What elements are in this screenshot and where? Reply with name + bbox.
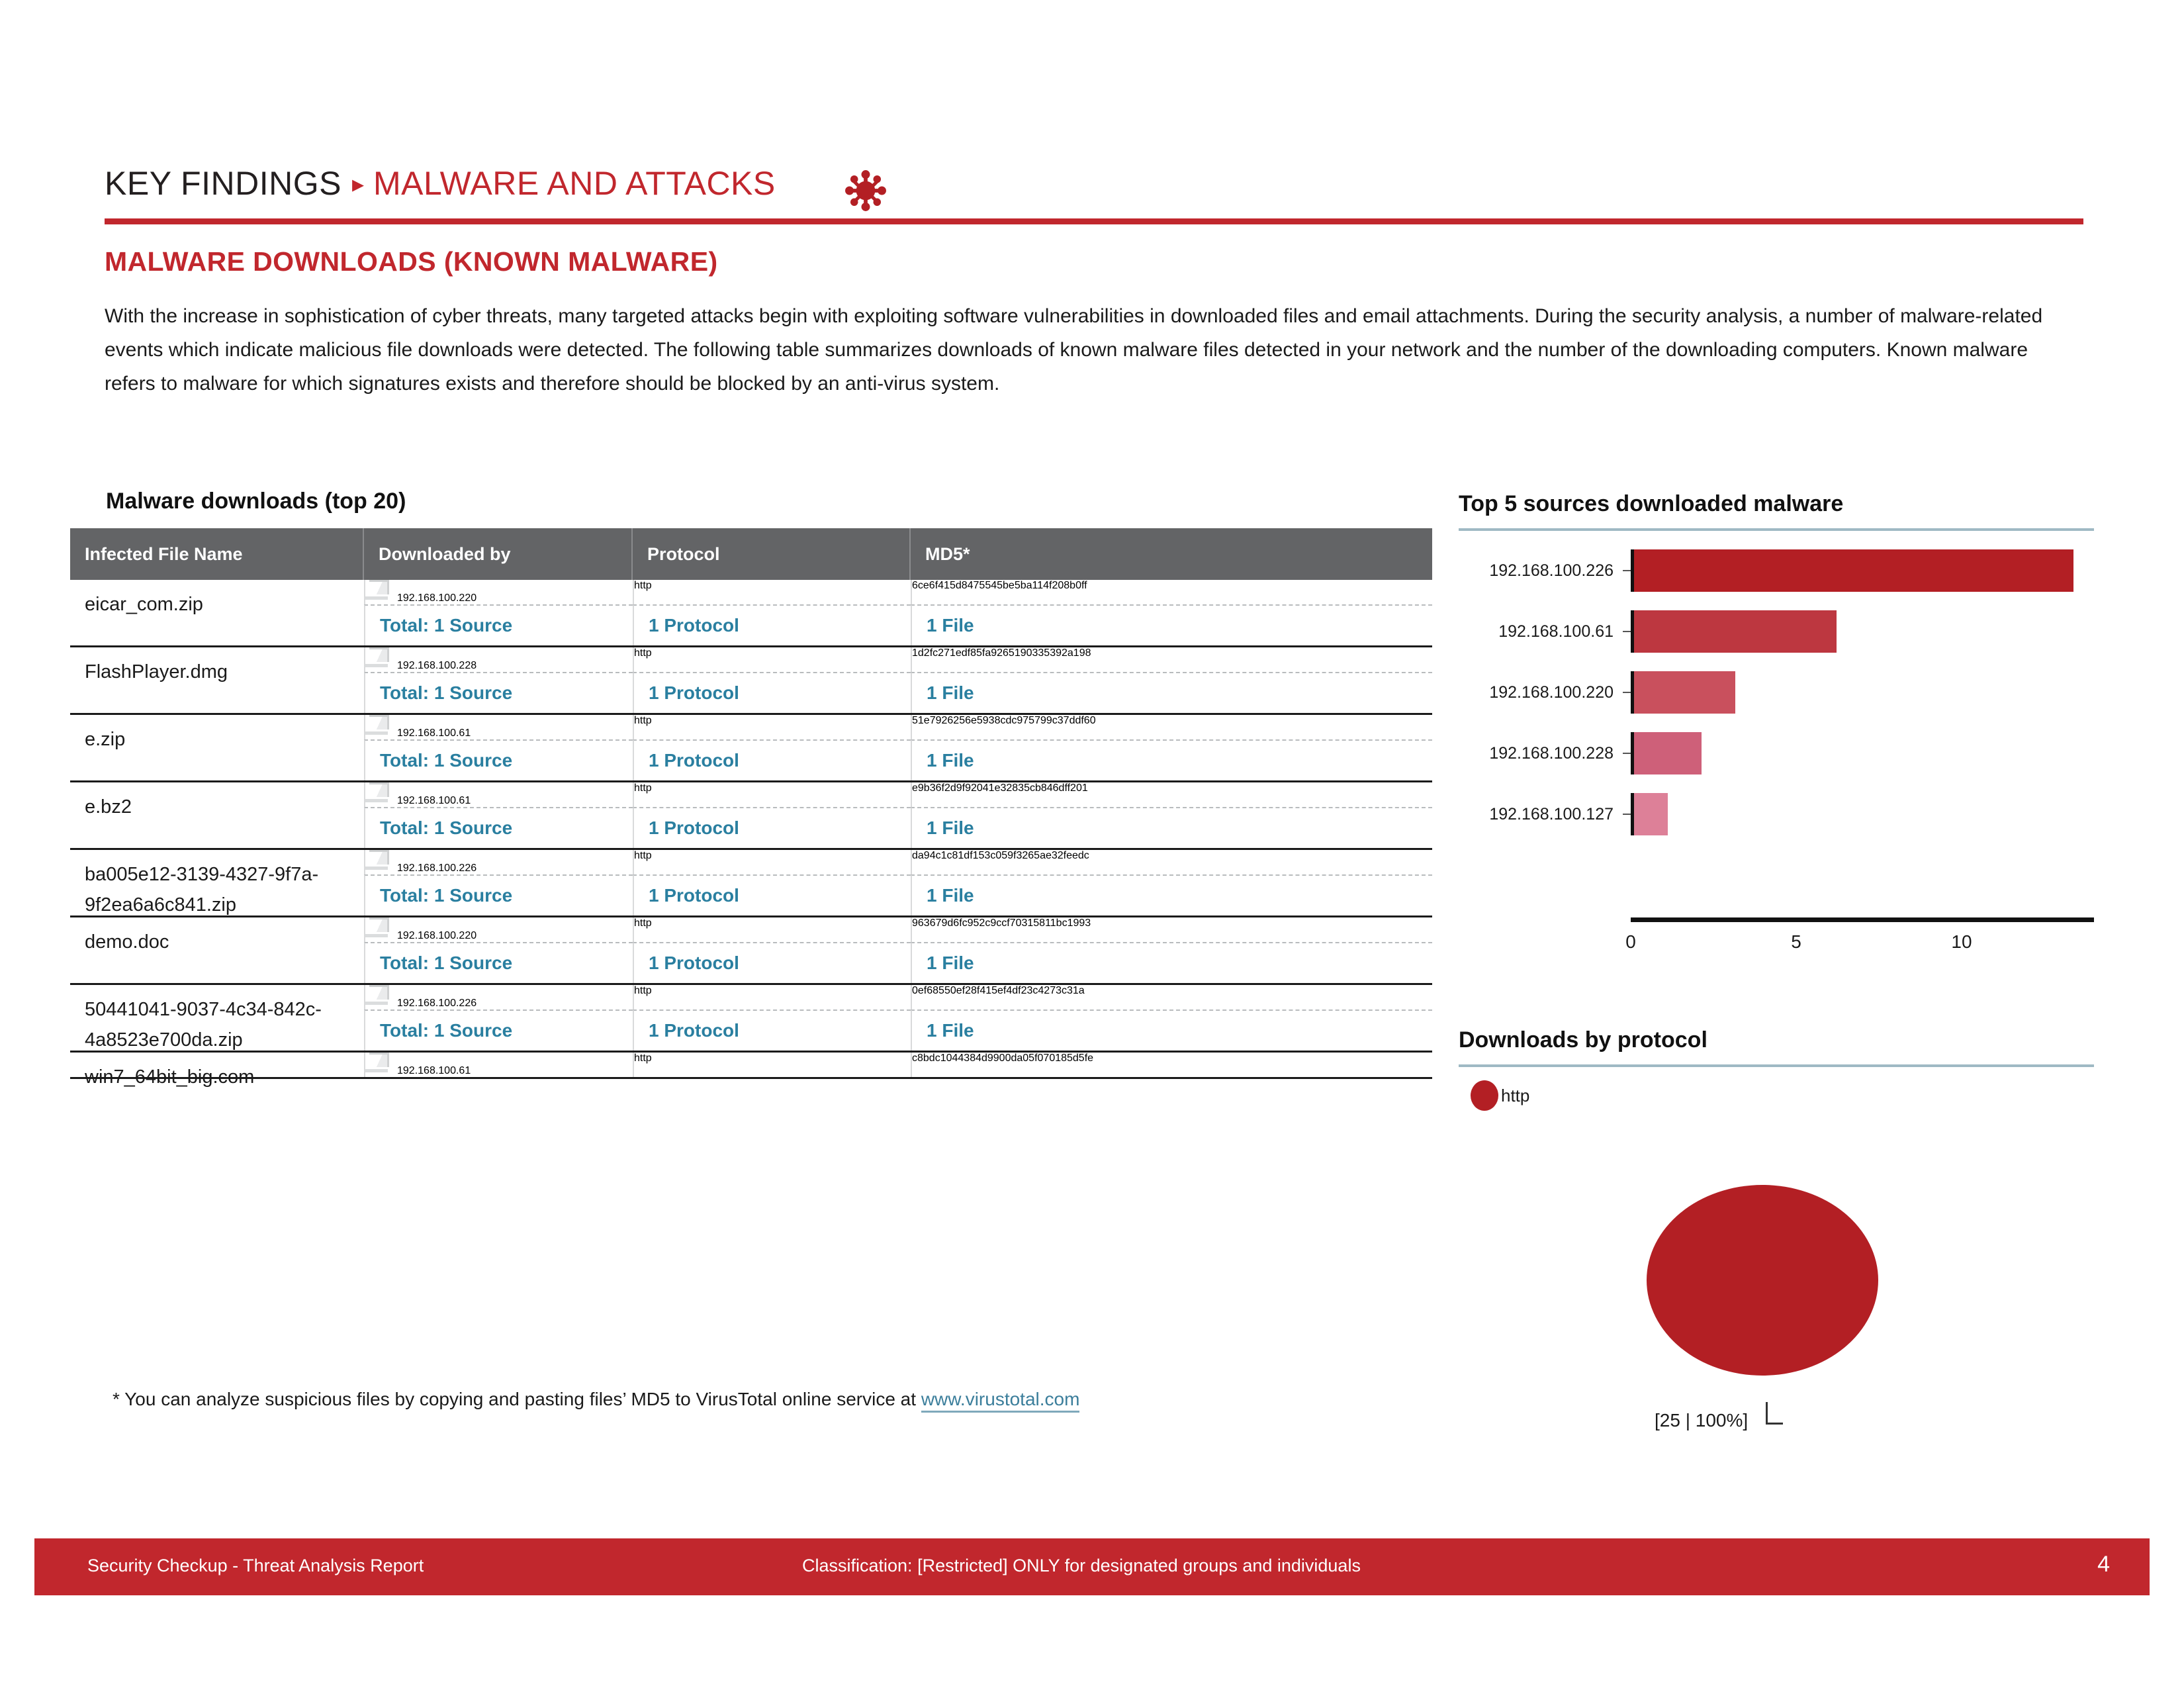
cell-downloaded-by <box>364 850 633 874</box>
bar-category-label: 192.168.100.220 <box>1489 682 1614 702</box>
cell-protocol: http <box>633 647 911 672</box>
cell-downloaded-by <box>364 715 633 739</box>
cell-total-files: 1 File <box>911 874 1432 915</box>
cell-total-sources: Total: 1 Source <box>364 942 633 983</box>
column-header-downloaded-by: Downloaded by <box>364 528 633 580</box>
cell-md5: 963679d6fc952c9ccf70315811bc1993 <box>911 917 1432 942</box>
cell-file-name: FlashPlayer.dmg <box>85 661 228 682</box>
computer-icon <box>365 917 392 939</box>
cell-total-files: 1 File <box>911 604 1432 645</box>
pie-chart-legend <box>1471 1080 1529 1111</box>
page-title: MALWARE DOWNLOADS (KNOWN MALWARE) <box>105 246 718 277</box>
cell-ip-value: 192.168.100.220 <box>397 592 477 604</box>
computer-icon <box>365 850 392 871</box>
table-body <box>70 580 1432 1088</box>
cell-protocol: http <box>633 850 911 874</box>
breadcrumb-key-findings: KEY FINDINGS <box>105 165 341 202</box>
y-axis-tick-icon <box>1623 753 1631 754</box>
intro-paragraph: With the increase in sophistication of cyber threats, many targeted attacks begin with exploiting software vulnerabilities in downloaded files and email attachments. During the security analysis, a number of malware-related events which indicate malicious file downloads were detected. The following table summarizes downloads of known malware files detected in your network and the number of the downloading computers. Known malware refers to malware for which signatures exists and therefore should be blocked by an anti-virus system. <box>105 305 2043 395</box>
cell-protocol: http <box>633 985 911 1009</box>
bar-fill <box>1634 549 2073 592</box>
cell-total-protocols: 1 Protocol <box>633 942 911 983</box>
header-divider <box>105 218 2083 224</box>
virustotal-link[interactable]: www.virustotal.com <box>921 1389 1080 1413</box>
y-axis-tick-icon <box>1623 570 1631 571</box>
table-row <box>70 647 1432 715</box>
bar-chart-title: Top 5 sources downloaded malware <box>1459 491 1844 516</box>
computer-icon <box>365 647 392 669</box>
breadcrumb-separator-icon: ▸ <box>351 170 365 197</box>
footer-classification: Classification: [Restricted] ONLY for designated groups and individuals <box>802 1556 1361 1575</box>
cell-downloaded-by <box>364 782 633 807</box>
cell-total-files: 1 File <box>911 807 1432 848</box>
cell-protocol: http <box>633 1053 911 1077</box>
cell-file-name: demo.doc <box>85 931 169 953</box>
cell-protocol: http <box>633 917 911 942</box>
pie-slice-http <box>1647 1185 1878 1376</box>
y-axis-tick-icon <box>1623 814 1631 815</box>
cell-ip-value: 192.168.100.226 <box>397 863 477 874</box>
cell-ip-value: 192.168.100.61 <box>397 727 471 739</box>
malware-downloads-table <box>70 528 1432 1088</box>
footer-page-number: 4 <box>2097 1552 2110 1577</box>
pie-data-label: [25 | 100%] <box>1655 1410 1749 1430</box>
table-row <box>70 985 1432 1053</box>
footer-report-name: Security Checkup - Threat Analysis Report <box>87 1556 424 1575</box>
bar-fill <box>1634 793 1668 835</box>
computer-icon <box>365 782 392 804</box>
pie-chart-title: Downloads by protocol <box>1459 1027 1707 1053</box>
cell-md5: 0ef68550ef28f415ef4df23c4273c31a <box>911 985 1432 1009</box>
bar-track <box>1631 671 2107 714</box>
bar-category-label: 192.168.100.127 <box>1489 804 1614 823</box>
x-axis-tick-label: 10 <box>1951 931 1972 952</box>
breadcrumb-malware-and-attacks: MALWARE AND ATTACKS <box>373 165 776 202</box>
table-row <box>70 580 1432 647</box>
cell-md5: c8bdc1044384d9900da05f070185d5fe <box>911 1053 1432 1077</box>
cell-total-sources: Total: 1 Source <box>364 1009 633 1051</box>
cell-total-protocols: 1 Protocol <box>633 807 911 848</box>
x-axis-tick-label: 5 <box>1791 931 1801 952</box>
cell-total-files: 1 File <box>911 672 1432 713</box>
cell-downloaded-by <box>364 917 633 942</box>
pie-leader-line <box>1766 1402 1783 1425</box>
bar-chart-row <box>1459 671 2107 714</box>
cell-protocol: http <box>633 580 911 604</box>
page-footer <box>34 1538 2150 1595</box>
bar-track <box>1631 732 2107 774</box>
computer-icon <box>365 715 392 736</box>
cell-total-protocols: 1 Protocol <box>633 672 911 713</box>
cell-downloaded-by <box>364 985 633 1009</box>
cell-total-protocols: 1 Protocol <box>633 604 911 645</box>
y-axis-tick-icon <box>1623 692 1631 693</box>
cell-downloaded-by <box>364 1053 633 1077</box>
top-sources-bar-chart <box>1459 549 2107 947</box>
table-row <box>70 782 1432 850</box>
bar-category-label: 192.168.100.61 <box>1498 622 1614 641</box>
bar-track <box>1631 549 2107 592</box>
column-header-md5: MD5* <box>925 543 970 564</box>
cell-total-sources: Total: 1 Source <box>364 739 633 780</box>
cell-total-sources: Total: 1 Source <box>364 874 633 915</box>
bar-category-label: 192.168.100.228 <box>1489 743 1614 763</box>
bar-chart-row <box>1459 610 2107 653</box>
bar-fill <box>1634 671 1735 714</box>
cell-md5: e9b36f2d9f92041e32835cb846dff201 <box>911 782 1432 807</box>
cell-file-name: eicar_com.zip <box>85 594 203 615</box>
bar-fill <box>1634 610 1837 653</box>
virus-icon <box>842 167 889 214</box>
footnote-text: * You can analyze suspicious files by copying and pasting files’ MD5 to VirusTotal online service at <box>113 1389 921 1409</box>
cell-total-sources: Total: 1 Source <box>364 672 633 713</box>
legend-label-http: http <box>1501 1085 1530 1105</box>
bar-category-label: 192.168.100.226 <box>1489 561 1614 580</box>
x-axis-line <box>1631 917 2094 922</box>
table-header-row <box>70 528 1432 580</box>
table-row <box>70 715 1432 782</box>
table-caption: Malware downloads (top 20) <box>106 489 406 514</box>
table-row <box>70 917 1432 985</box>
pie-chart-divider <box>1459 1064 2094 1067</box>
cell-ip-value: 192.168.100.61 <box>397 795 471 806</box>
cell-file-name: e.bz2 <box>85 796 132 818</box>
cell-md5: 6ce6f415d8475545be5ba114f208b0ff <box>911 580 1432 604</box>
cell-file-name: ba005e12-3139-4327-9f7a-9f2ea6a6c841.zip <box>85 864 319 915</box>
table-row <box>70 1053 1432 1088</box>
cell-file-name: win7_64bit_big.com <box>85 1066 255 1088</box>
computer-icon <box>365 580 392 601</box>
cell-ip-value: 192.168.100.61 <box>397 1065 471 1076</box>
bar-track <box>1631 793 2107 835</box>
x-axis-tick-labels <box>1625 922 2107 959</box>
y-axis-tick-icon <box>1623 631 1631 632</box>
cell-total-protocols: 1 Protocol <box>633 874 911 915</box>
bar-chart-row <box>1459 549 2107 592</box>
column-header-protocol: Protocol <box>633 528 911 580</box>
table-row <box>70 850 1432 917</box>
cell-ip-value: 192.168.100.226 <box>397 998 477 1009</box>
cell-ip-value: 192.168.100.220 <box>397 930 477 941</box>
cell-protocol: http <box>633 782 911 807</box>
bar-chart-row <box>1459 732 2107 774</box>
cell-total-sources: Total: 1 Source <box>364 604 633 645</box>
column-header-file-name: Infected File Name <box>70 528 364 580</box>
breadcrumb <box>105 164 776 203</box>
bar-chart-x-axis <box>1459 917 2107 959</box>
legend-swatch-http-icon <box>1471 1080 1498 1111</box>
footnote <box>113 1389 1079 1410</box>
cell-total-protocols: 1 Protocol <box>633 1009 911 1051</box>
cell-file-name: e.zip <box>85 729 126 750</box>
cell-total-files: 1 File <box>911 1009 1432 1051</box>
cell-md5: da94c1c81df153c059f3265ae32feedc <box>911 850 1432 874</box>
cell-total-protocols: 1 Protocol <box>633 739 911 780</box>
cell-file-name: 50441041-9037-4c34-842c-4a8523e700da.zip <box>85 999 322 1051</box>
cell-protocol: http <box>633 715 911 739</box>
cell-ip-value: 192.168.100.228 <box>397 660 477 671</box>
computer-icon <box>365 985 392 1006</box>
x-axis-tick-label: 0 <box>1625 931 1636 952</box>
cell-total-files: 1 File <box>911 942 1432 983</box>
cell-md5: 1d2fc271edf85fa9265190335392a198 <box>911 647 1432 672</box>
bar-chart-divider <box>1459 528 2094 531</box>
cell-total-sources: Total: 1 Source <box>364 807 633 848</box>
bar-chart-row <box>1459 793 2107 835</box>
cell-downloaded-by <box>364 647 633 672</box>
computer-icon <box>365 1053 392 1074</box>
cell-total-files: 1 File <box>911 739 1432 780</box>
cell-downloaded-by <box>364 580 633 604</box>
bar-track <box>1631 610 2107 653</box>
bar-fill <box>1634 732 1702 774</box>
cell-md5: 51e7926256e5938cdc975799c37ddf60 <box>911 715 1432 739</box>
